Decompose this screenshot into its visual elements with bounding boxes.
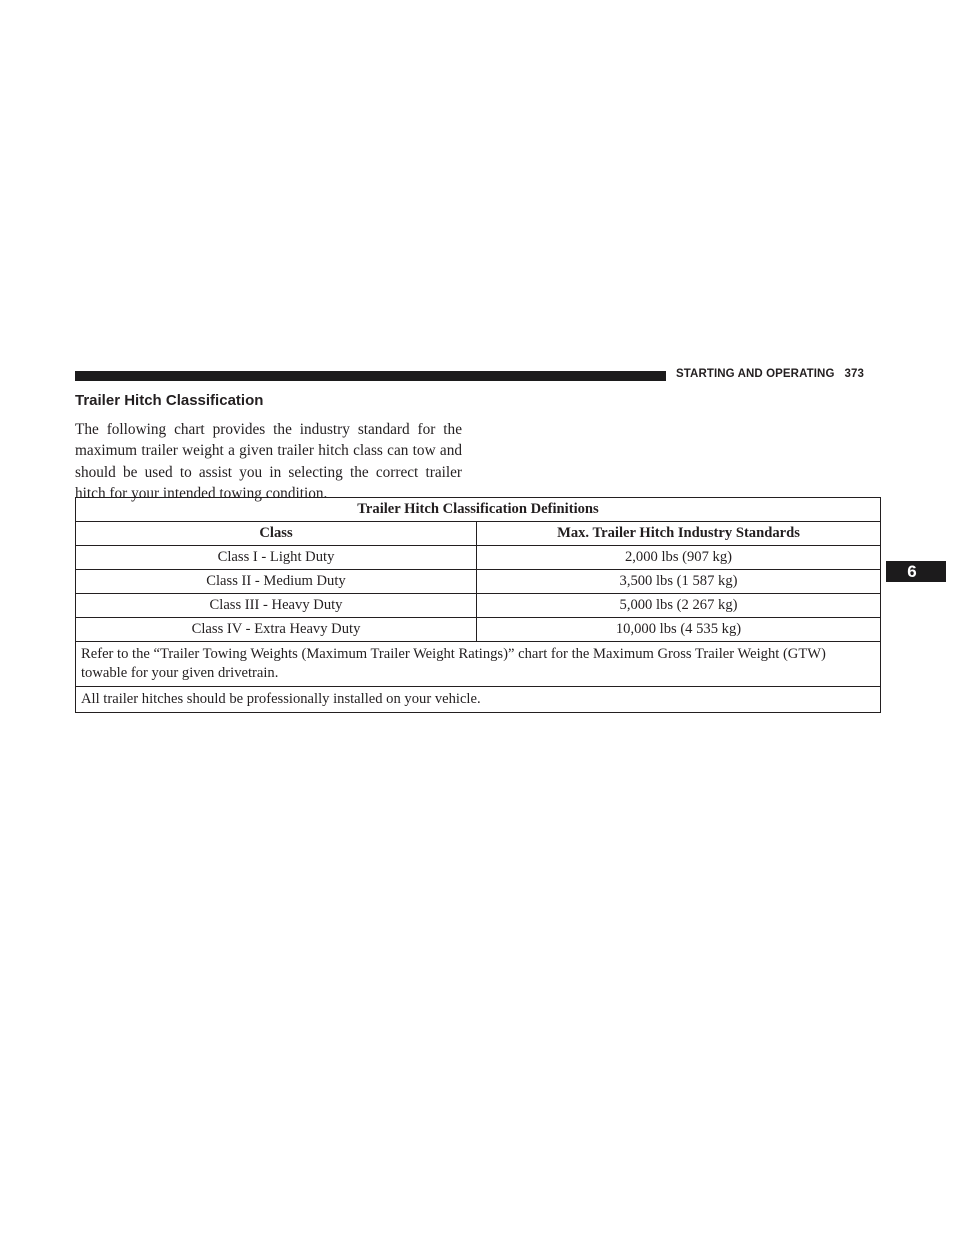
class-cell: Class IV - Extra Heavy Duty [76, 618, 477, 642]
class-cell: Class I - Light Duty [76, 546, 477, 570]
page-number: 373 [844, 368, 865, 380]
running-header [676, 368, 864, 380]
weight-cell: 2,000 lbs (907 kg) [477, 546, 881, 570]
table-header-row [76, 522, 881, 546]
table-row [76, 618, 881, 642]
table-row [76, 570, 881, 594]
table-caption-row [76, 498, 881, 522]
intro-paragraph: The following chart provides the industry standard for the maximum trailer weight a given trailer hitch class can tow and should be used to assist you in selecting the correct trailer hitch for your intended towing condition. [75, 421, 462, 502]
gtw-reference-note: Refer to the “Trailer Towing Weights (Maximum Trailer Weight Ratings)” chart for the Maximum Gross Trailer Weight (GTW) towable for your given drivetrain. [76, 642, 881, 687]
class-cell: Class III - Heavy Duty [76, 594, 477, 618]
class-cell: Class II - Medium Duty [76, 570, 477, 594]
section-title: Trailer Hitch Classification [75, 392, 264, 409]
table-caption: Trailer Hitch Classification Definitions [76, 498, 881, 522]
header-rule [75, 371, 666, 381]
column-header-class: Class [76, 522, 477, 546]
weight-cell: 10,000 lbs (4 535 kg) [477, 618, 881, 642]
table-row [76, 594, 881, 618]
header-section-label: STARTING AND OPERATING [676, 368, 835, 380]
weight-cell: 3,500 lbs (1 587 kg) [477, 570, 881, 594]
weight-cell: 5,000 lbs (2 267 kg) [477, 594, 881, 618]
column-header-standards: Max. Trailer Hitch Industry Standards [477, 522, 881, 546]
table-note-row [76, 642, 881, 687]
table-note-row [76, 687, 881, 713]
table-row [76, 546, 881, 570]
hitch-classification-table [75, 497, 881, 713]
installation-note: All trailer hitches should be professionally installed on your vehicle. [76, 687, 881, 713]
chapter-tab: 6 [886, 561, 946, 582]
